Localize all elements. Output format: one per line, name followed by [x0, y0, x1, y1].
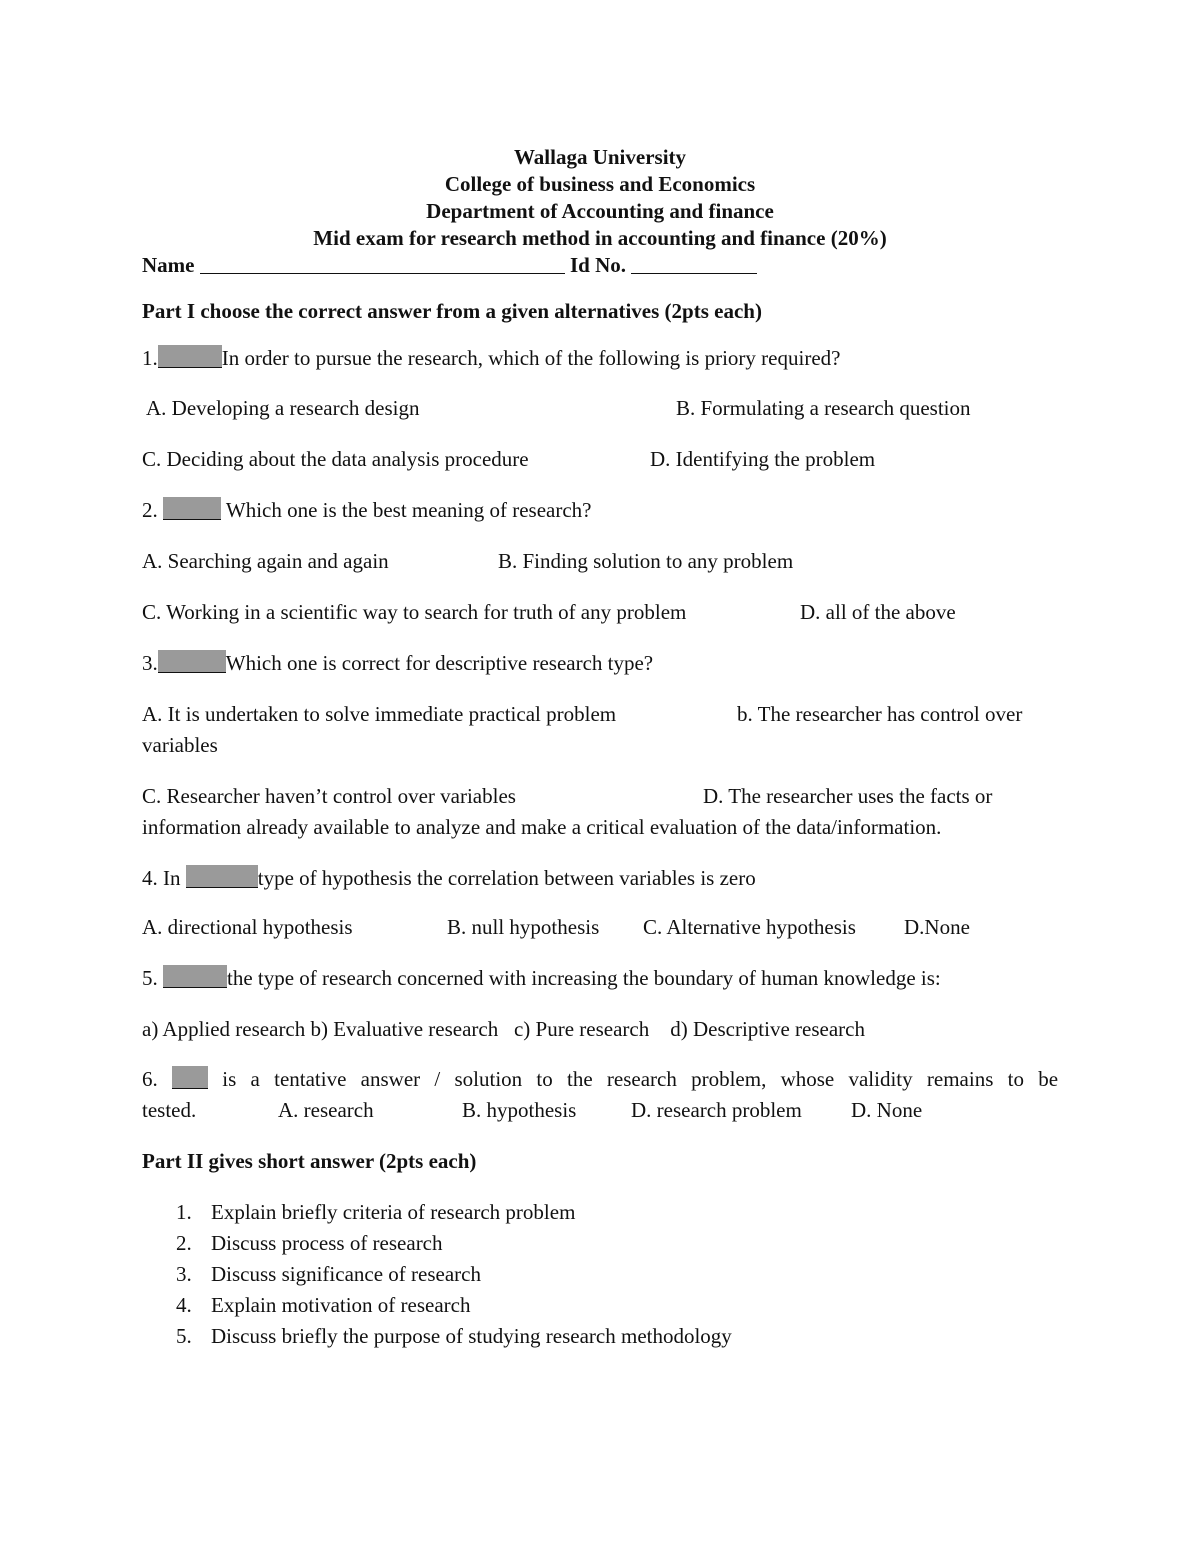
q3-option-c: C. Researcher haven’t control over variables	[142, 784, 516, 808]
exam-title: Mid exam for research method in accounting and finance (20%)	[313, 226, 887, 250]
q6-cont: tested.	[142, 1098, 197, 1122]
q5-number: 5.	[142, 966, 158, 990]
q5-options: a) Applied research b) Evaluative research c) Pure research d) Descriptive research	[142, 1017, 865, 1041]
part2-item-3-number: 3.	[176, 1262, 192, 1286]
q6-answer-blank[interactable]	[172, 1066, 208, 1089]
q1-option-b: B. Formulating a research question	[676, 396, 971, 420]
q1-answer-blank[interactable]	[158, 345, 222, 368]
q3-option-d: D. The researcher uses the facts or	[703, 784, 993, 808]
part2-item-3: Discuss significance of research	[211, 1262, 481, 1286]
q1-option-c: C. Deciding about the data analysis procedure	[142, 447, 529, 471]
department-title: Department of Accounting and finance	[426, 199, 774, 223]
part2-item-2-number: 2.	[176, 1231, 192, 1255]
q6-option-d: D. None	[851, 1098, 923, 1122]
q5-text: the type of research concerned with increasing the boundary of human knowledge is:	[227, 966, 941, 990]
question-6	[142, 1066, 1058, 1092]
q3-option-b-cont: variables	[142, 733, 218, 757]
question-3	[142, 650, 653, 676]
q4-option-b: B. null hypothesis	[447, 915, 600, 939]
question-2	[142, 497, 591, 523]
q3-text: Which one is correct for descriptive research type?	[225, 651, 654, 675]
q2-answer-blank[interactable]	[163, 497, 221, 520]
q3-option-a: A. It is undertaken to solve immediate practical problem	[142, 702, 617, 726]
q4-answer-blank[interactable]	[186, 865, 258, 888]
q5-answer-blank[interactable]	[163, 965, 227, 988]
part2-item-4: Explain motivation of research	[211, 1293, 471, 1317]
part2-item-4-number: 4.	[176, 1293, 192, 1317]
q6-text: is a tentative answer / solution to the research problem, whose validity remains to be	[222, 1067, 1059, 1091]
college-title: College of business and Economics	[444, 172, 756, 196]
q3-option-b: b. The researcher has control over	[737, 702, 1023, 726]
q2-option-c: C. Working in a scientific way to search for truth of any problem	[142, 600, 687, 624]
part2-heading: Part II gives short answer (2pts each)	[142, 1149, 477, 1173]
q6-option-c: D. research problem	[631, 1098, 802, 1122]
part2-item-5: Discuss briefly the purpose of studying research methodology	[211, 1324, 732, 1348]
q1-option-d: D. Identifying the problem	[650, 447, 876, 471]
q4-option-d: D.None	[904, 915, 970, 939]
question-1	[142, 345, 840, 371]
part2-item-2: Discuss process of research	[211, 1231, 443, 1255]
id-blank[interactable]	[631, 253, 757, 274]
q1-number: 1.	[142, 346, 158, 370]
q6-number: 6.	[142, 1067, 158, 1091]
q3-answer-blank[interactable]	[158, 650, 226, 673]
part2-item-1: Explain briefly criteria of research problem	[211, 1200, 576, 1224]
university-title: Wallaga University	[513, 145, 687, 169]
q2-option-d: D. all of the above	[800, 600, 956, 624]
q2-option-b: B. Finding solution to any problem	[498, 549, 794, 573]
q1-option-a: A. Developing a research design	[146, 396, 420, 420]
name-blank[interactable]	[200, 253, 565, 274]
q4-text: type of hypothesis the correlation between variables is zero	[257, 866, 756, 890]
part2-item-5-number: 5.	[176, 1324, 192, 1348]
q2-number: 2.	[142, 498, 158, 522]
question-5	[142, 965, 941, 991]
id-label: Id No.	[569, 253, 627, 277]
q4-option-c: C. Alternative hypothesis	[643, 915, 856, 939]
part1-heading: Part I choose the correct answer from a given alternatives (2pts each)	[142, 299, 762, 323]
q4-option-a: A. directional hypothesis	[142, 915, 353, 939]
q3-number: 3.	[142, 651, 158, 675]
q4-prefix: 4. In	[142, 866, 181, 890]
question-4	[142, 865, 756, 891]
q1-text: In order to pursue the research, which of the following is priory required?	[221, 346, 841, 370]
q6-option-b: B. hypothesis	[462, 1098, 577, 1122]
q6-option-a: A. research	[278, 1098, 374, 1122]
q2-option-a: A. Searching again and again	[142, 549, 389, 573]
part2-item-1-number: 1.	[176, 1200, 192, 1224]
q3-option-d-cont: information already available to analyze and make a critical evaluation of the data/information.	[142, 815, 942, 839]
name-id-line	[142, 252, 757, 278]
q2-text: Which one is the best meaning of research?	[225, 498, 592, 522]
name-label: Name	[142, 253, 195, 277]
